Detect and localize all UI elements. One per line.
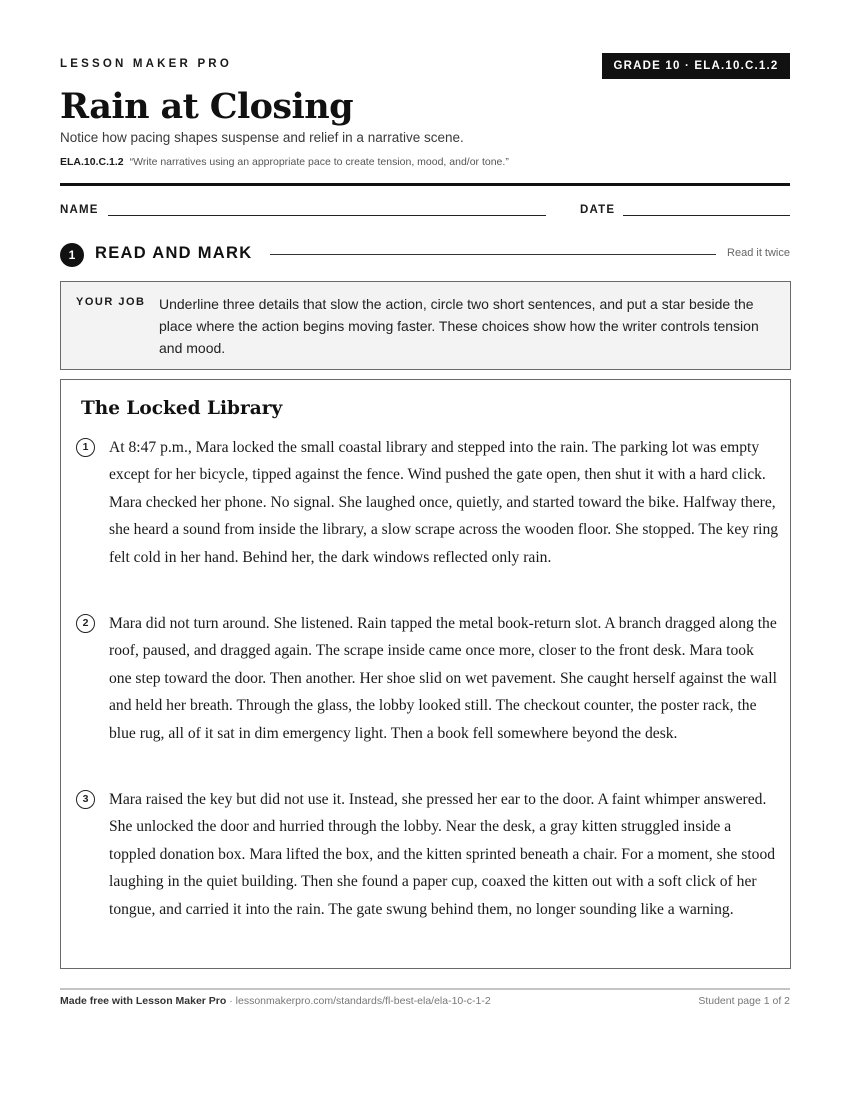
footer-page-number: Student page 1 of 2	[698, 995, 790, 1007]
paragraph-number: 2	[76, 614, 95, 633]
section-rule	[270, 254, 716, 255]
paragraph-text: Mara raised the key but did not use it. Instead, she pressed her ear to the door. A faint whimper answered. She unlocked the door and hurried through the lobby. Near the desk, a gray kitten struggled inside a toppled donation box. Mara lifted the box, and the kitten sprinted beneath a chair. For a moment, she stood laughing in the quiet building. Then she found a paper cup, coaxed the kitten out with a soft click of her tongue, and carried it into the rain. The gate swung behind them, no longer sounding like a warning.	[109, 791, 776, 918]
standard-code: ELA.10.C.1.2	[60, 156, 124, 168]
name-field[interactable]	[108, 215, 546, 216]
name-label: NAME	[60, 204, 99, 216]
page-title: Rain at Closing	[60, 86, 353, 127]
footer-credit	[60, 995, 491, 1007]
page-subtitle: Notice how pacing shapes suspense and relief in a narrative scene.	[60, 130, 464, 145]
footer-divider	[60, 988, 790, 990]
paragraph-text: At 8:47 p.m., Mara locked the small coastal library and stepped into the rain. The parking lot was empty except for her bicycle, tipped against the fence. Wind pushed the gate open, then shut it with a hard click. Mara checked her phone. No signal. She laughed once, quietly, and started toward the bike. Halfway there, she heard a sound from inside the library, a slow scrape across the wooden floor. She stopped. The key ring felt cold in her hand. Behind her, the dark windows reflected only rain.	[109, 439, 779, 566]
standard-quote: “Write narratives using an appropriate pace to create tension, mood, and/or tone.”	[129, 156, 509, 168]
grade-badge: GRADE 10 · ELA.10.C.1.2	[602, 53, 790, 79]
section-title: READ AND MARK	[95, 244, 253, 262]
paragraph-number: 1	[76, 438, 95, 457]
header-divider	[60, 183, 790, 186]
paragraph-number: 3	[76, 790, 95, 809]
story-title: The Locked Library	[81, 398, 283, 419]
date-field[interactable]	[623, 215, 790, 216]
instructions-label: YOUR JOB	[76, 296, 146, 308]
standard-line	[60, 156, 509, 168]
story-panel	[60, 379, 791, 969]
footer-made-with: Made free with Lesson Maker Pro	[60, 995, 227, 1007]
brand-name: LESSON MAKER PRO	[60, 58, 232, 70]
section-number-badge: 1	[60, 243, 84, 267]
instructions-text: Underline three details that slow the action, circle two short sentences, and put a star beside the place where the action begins moving faster. These choices show how the writer controls tension and mood.	[159, 296, 759, 356]
instructions-box	[60, 281, 791, 370]
paragraph-text: Mara did not turn around. She listened. Rain tapped the metal book-return slot. A branch dragged along the roof, paused, and dragged again. The scrape inside came once more, closer to the front desk. Mara took one step toward the door. Then another. Her shoe slid on wet pavement. She caught herself against the wall and held her breath. Through the glass, the lobby looked still. The checkout counter, the poster rack, the blue rug, all of it sat in dim emergency light. Then a book fell somewhere beyond the desk.	[109, 615, 777, 742]
footer-url[interactable]: lessonmakerpro.com/standards/fl-best-ela/ela-10-c-1-2	[235, 995, 491, 1007]
date-label: DATE	[580, 204, 616, 216]
section-note: Read it twice	[727, 247, 790, 259]
footer-separator: ·	[226, 995, 236, 1007]
